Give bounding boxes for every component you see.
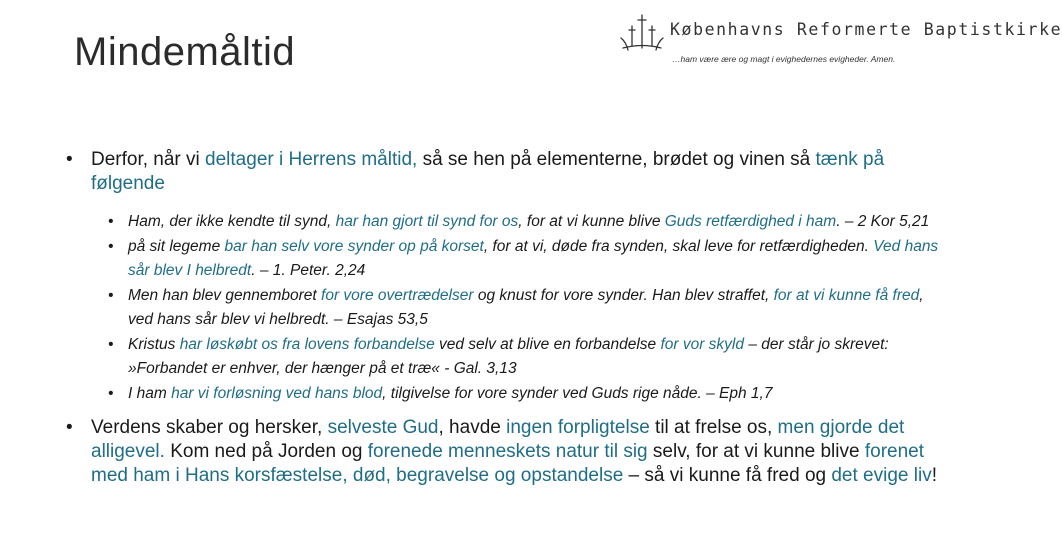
highlighted-text: for vor skyld (660, 335, 745, 353)
sub-bullet-text (128, 385, 772, 402)
text-segment: så se hen på elementerne, brødet og vinen så (417, 149, 816, 170)
bullet-marker: • (108, 286, 114, 304)
sub-bullet-text (128, 213, 929, 230)
highlighted-text: selveste Gud (327, 417, 439, 438)
highlighted-text: har han gjort til synd for os (335, 213, 519, 230)
text-segment: . – 2 Kor 5,21 (836, 213, 930, 230)
text-segment: på sit legeme (128, 237, 225, 255)
bullet-marker: • (108, 213, 114, 230)
sub-bullet-text (128, 238, 938, 280)
text-segment: . – 1. Peter. 2,24 (251, 262, 366, 279)
sub-bullet-2 (108, 235, 946, 284)
highlighted-text: Ved hans sår blev I helbredt (128, 237, 939, 279)
text-segment: ved selv at blive en forbandelse (434, 335, 661, 353)
bullet-point-2 (66, 416, 946, 488)
sub-bullet-text (128, 287, 924, 329)
text-segment: Verdens skaber og hersker, (91, 417, 328, 438)
text-segment: – så vi kunne få fred og (623, 465, 832, 486)
bullet-marker: • (108, 384, 114, 402)
highlighted-text: for at vi kunne få fred (773, 286, 920, 304)
text-segment: Kom ned på Jorden og (164, 441, 368, 462)
church-tagline: …ham være ære og magt i evighedernes evigheder. Amen. (672, 54, 896, 64)
sub-bullet-1 (108, 210, 946, 235)
sub-bullet-list (66, 210, 946, 406)
highlighted-text: deltager i Herrens måltid, (205, 149, 418, 170)
slide-title: Mindemåltid (74, 30, 296, 74)
highlighted-text: bar han selv vore synder op på korset (224, 237, 484, 255)
bullet-marker: • (66, 149, 73, 170)
text-segment: , ved hans sår blev vi helbredt. – Esajas 53,5 (128, 286, 924, 328)
text-segment: , tilgivelse for vore synder ved Guds rige nåde. – Eph 1,7 (382, 384, 773, 402)
highlighted-text: forenede menneskets natur til sig (367, 441, 648, 462)
highlighted-text: Guds retfærdighed i ham (664, 213, 837, 230)
bullet-marker: • (108, 335, 114, 353)
highlighted-text: tænk på følgende (91, 149, 885, 194)
highlighted-text: har løskøbt os fra lovens forbandelse (179, 335, 435, 353)
bullet-marker: • (108, 237, 114, 255)
bullet-text (91, 149, 884, 194)
highlighted-text: forenet med ham i Hans korsfæstelse, død, begravelse og opstandelse (91, 441, 924, 486)
highlighted-text: har vi forløsning ved hans blod (171, 384, 383, 402)
text-segment: og knust for vore synder. Han blev straffet, (473, 286, 774, 304)
text-segment: Ham, der ikke kendte til synd, (128, 213, 336, 230)
text-segment: Kristus (128, 335, 180, 353)
text-segment: , for at vi kunne blive (518, 213, 665, 230)
highlighted-text: for vore overtrædelser (321, 286, 474, 304)
church-name: Københavns Reformerte Baptistkirke (670, 20, 1062, 39)
highlighted-text: men gjorde det alligevel. (91, 417, 905, 462)
sub-bullet-3 (108, 284, 946, 333)
text-segment: I ham (128, 384, 172, 402)
text-segment: , havde (438, 417, 507, 438)
sub-bullet-5 (108, 382, 946, 407)
sub-bullet-text (128, 336, 889, 378)
text-segment: ! (931, 465, 937, 486)
church-logo (618, 12, 1062, 68)
highlighted-text: det evige liv (831, 465, 932, 486)
highlighted-text: ingen forpligtelse (506, 417, 650, 438)
slide-content (66, 148, 946, 488)
text-segment: – der står jo skrevet: »Forbandet er enhver, der hænger på et træ« - Gal. 3,13 (128, 335, 889, 377)
text-segment: Men han blev gennemboret (128, 286, 322, 304)
text-segment: Derfor, når vi (91, 149, 206, 170)
church-crosses-icon (618, 12, 670, 58)
text-segment: til at frelse os, (649, 417, 778, 438)
bullet-marker: • (66, 417, 73, 438)
text-segment: selv, for at vi kunne blive (647, 441, 865, 462)
text-segment: , for at vi, døde fra synden, skal leve for retfærdigheden. (483, 237, 874, 255)
sub-bullet-4 (108, 333, 946, 382)
bullet-text (91, 417, 937, 486)
bullet-point-1 (66, 148, 946, 196)
